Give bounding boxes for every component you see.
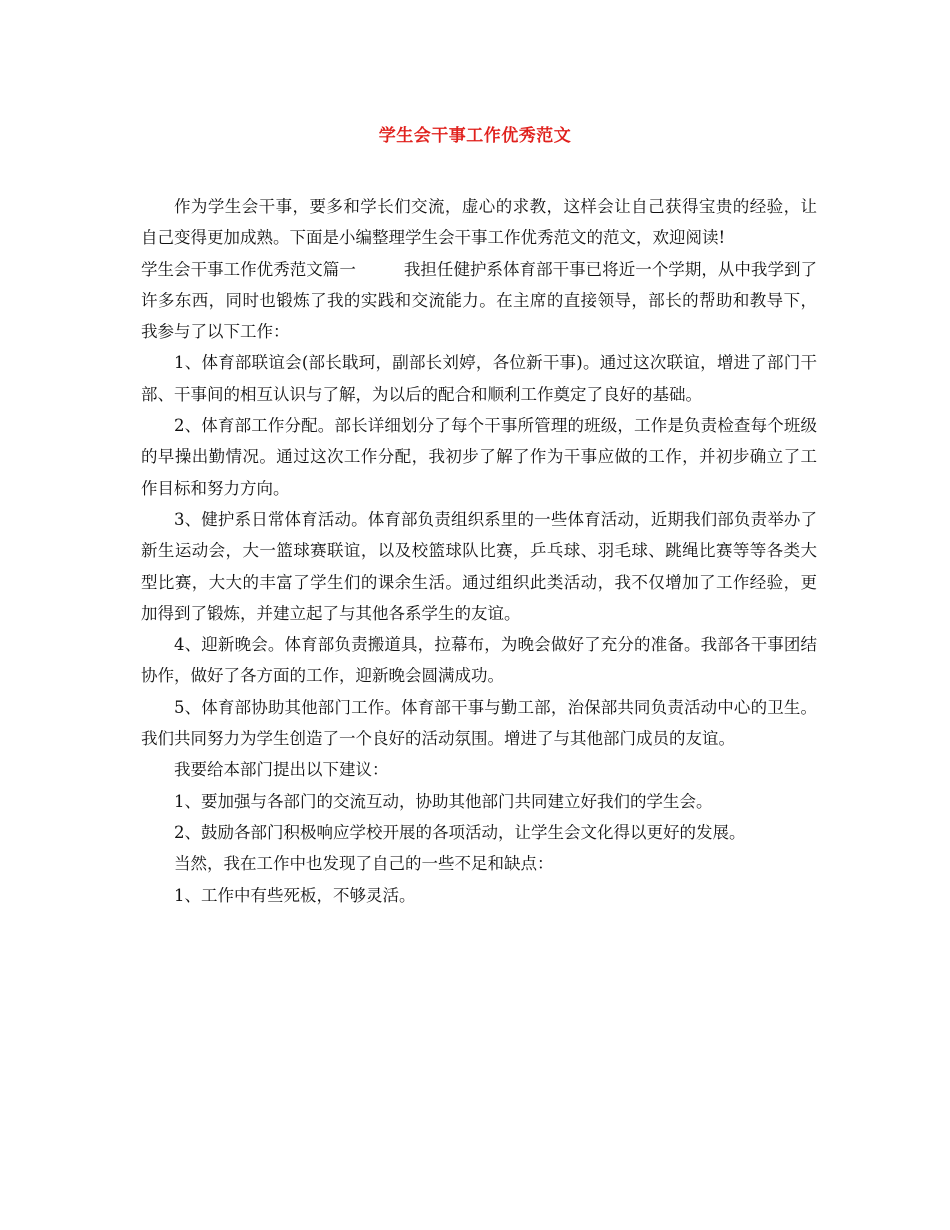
intro-paragraph: 作为学生会干事，要多和学长们交流，虚心的求教，这样会让自己获得宝贵的经验，让自己变得更加成熟。下面是小编整理学生会干事工作优秀范文的范文，欢迎阅读!: [141, 197, 817, 248]
shortcoming-1: 1、工作中有些死板，不够灵活。: [174, 885, 416, 905]
work-item-1: 1、体育部联谊会(部长戢珂，副部长刘婷，各位新干事)。通过这次联谊，增进了部门干部、干事间的相互认识与了解，为以后的配合和顺利工作奠定了良好的基础。: [141, 353, 817, 404]
suggestions-heading: 我要给本部门提出以下建议：: [174, 760, 389, 780]
section-heading: 学生会干事工作优秀范文篇一: [141, 259, 356, 279]
work-item-5: 5、体育部协助其他部门工作。体育部干事与勤工部，治保部共同负责活动中心的卫生。我们共同努力为学生创造了一个良好的活动氛围。增进了与其他部门成员的友谊。: [141, 697, 817, 749]
document-body: [141, 191, 817, 911]
document-title: 学生会干事工作优秀范文: [378, 126, 572, 146]
suggestion-1: 1、要加强与各部门的交流互动，协助其他部门共同建立好我们的学生会。: [174, 791, 713, 811]
work-item-2: 2、体育部工作分配。部长详细划分了每个干事所管理的班级，工作是负责检查每个班级的早操出勤情况。通过这次工作分配，我初步了解了作为干事应做的工作，并初步确立了工作目标和努力方向。: [141, 416, 817, 498]
work-item-4: 4、迎新晚会。体育部负责搬道具，拉幕布，为晚会做好了充分的准备。我部各干事团结协作，做好了各方面的工作，迎新晚会圆满成功。: [141, 635, 817, 686]
work-item-3: 3、健护系日常体育活动。体育部负责组织系里的一些体育活动，近期我们部负责举办了新生运动会，大一篮球赛联谊，以及校篮球队比赛，乒乓球、羽毛球、跳绳比赛等等各类大型比赛，大大的丰富了学生们的课余生活。通过组织此类活动，我不仅增加了工作经验，更加得到了锻炼，并建立起了与其他各系学生的友谊。: [141, 509, 817, 623]
shortcomings-heading: 当然，我在工作中也发现了自己的一些不足和缺点：: [174, 854, 554, 874]
suggestion-2: 2、鼓励各部门积极响应学校开展的各项活动，让学生会文化得以更好的发展。: [174, 822, 746, 842]
section-paragraph: [141, 254, 817, 348]
section-lead: 我担任健护系体育部干事已将近一个学期，从中我学到了许多东西，同时也锻炼了我的实践和交流能力。在主席的直接领导，部长的帮助和教导下，我参与了以下工作：: [141, 259, 818, 342]
